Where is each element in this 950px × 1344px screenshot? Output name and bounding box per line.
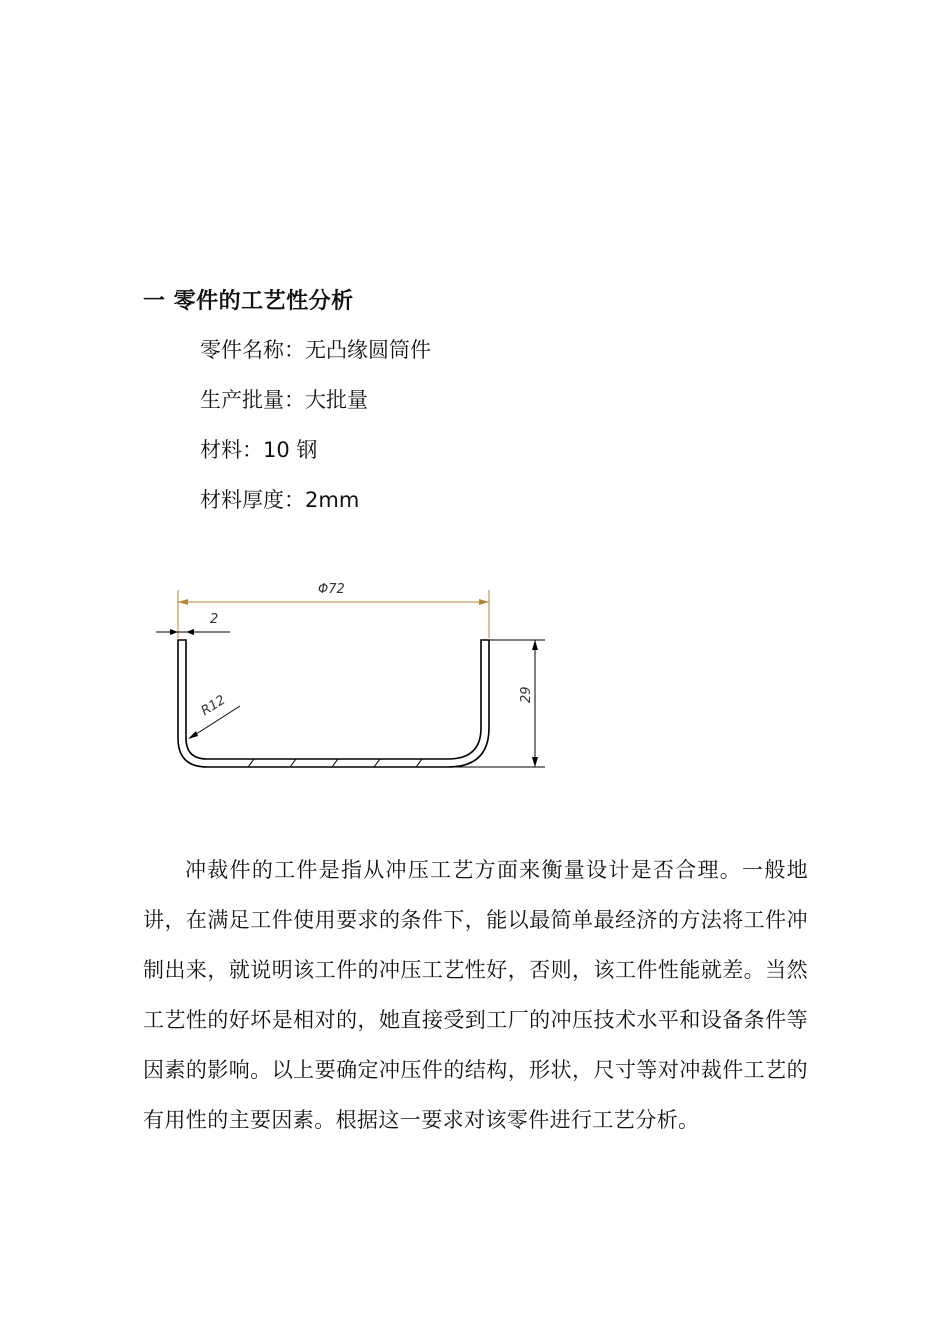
part-drawing xyxy=(140,560,560,780)
section-heading: 一 零件的工艺性分析 xyxy=(143,289,354,314)
part-name: 零件名称：无凸缘圆筒件 xyxy=(200,338,431,362)
body-paragraph: 冲裁件的工件是指从冲压工艺方面来衡量设计是否合理。一般地讲，在满足工件使用要求的条件下，能以最简单最经济的方法将工件冲制出来，就说明该工件的冲压工艺性好，否则，该工件性能就差。当然工艺性的好坏是相对的，她直接受到工厂的冲压技术水平和设备条件等因素的影响。以上要确定冲压件的结构，形状，尺寸等对冲裁件工艺的有用性的主要因素。根据这一要求对该零件进行工艺分析。 xyxy=(143,858,808,1132)
section-hatching xyxy=(248,759,422,767)
thickness-arrow-right xyxy=(186,629,194,635)
material-thickness: 材料厚度：2mm xyxy=(200,488,360,512)
thickness-label: 2 xyxy=(210,612,219,627)
height-label: 29 xyxy=(519,686,534,703)
arrow-right xyxy=(479,599,489,605)
production-batch: 生产批量：大批量 xyxy=(200,388,368,412)
diameter-label: Φ72 xyxy=(318,582,345,597)
arrow-left xyxy=(178,599,188,605)
radius-label: R12 xyxy=(198,692,229,719)
height-arrow-bottom xyxy=(532,757,538,767)
radius-arrow xyxy=(188,731,198,739)
thickness-arrow-left xyxy=(170,629,178,635)
height-arrow-top xyxy=(532,640,538,650)
material: 材料：10 钢 xyxy=(200,438,318,462)
